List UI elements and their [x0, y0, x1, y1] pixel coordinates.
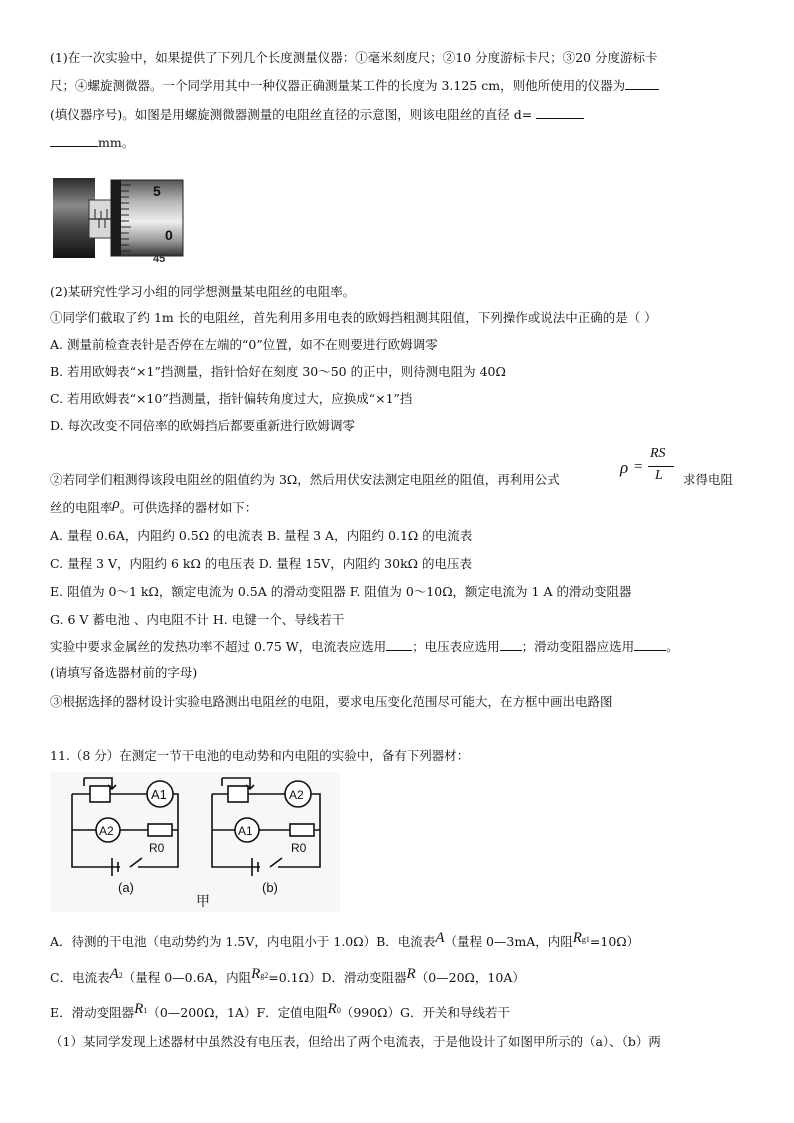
micrometer-tick-label: 45 — [153, 253, 166, 264]
text: （量程 0—3mA，内阻 — [444, 934, 573, 949]
text-line — [50, 134, 134, 151]
figure-caption: 甲 — [196, 894, 210, 910]
equipment-line: E. 阻值为 0～1 kΩ，额定电流为 0.5A 的滑动变阻器 F. 阻值为 0～10Ω，额定电流为 1 A 的滑动变阻器 — [50, 584, 632, 599]
resistor-symbol: R0 — [327, 1001, 341, 1017]
option-a: A. 测量前检查表针是否停在左端的“0”位置，如不在则要进行欧姆调零 — [50, 337, 438, 352]
text: E．滑动变阻器 — [50, 1005, 135, 1020]
text-line: 求得电阻 — [683, 472, 734, 487]
equipment-line: A. 量程 0.6A，内阻约 0.5Ω 的电流表 B. 量程 3 A，内阻约 0.1Ω 的电流表 — [50, 528, 473, 543]
resistance-symbol: Rg2 — [251, 966, 269, 982]
text-line: (1)在一次实验中，如果提供了下列几个长度测量仪器：①毫米刻度尺；②10 分度游标卡尺；③20 分度游标卡 — [50, 50, 658, 65]
answer-blank[interactable] — [634, 638, 666, 651]
circuit-label-a1: A1 — [238, 824, 253, 838]
circuit-label-a2: A2 — [289, 788, 304, 802]
text-line: (2)某研究性学习小组的同学想测量某电阻丝的电阻率。 — [50, 284, 356, 299]
text: 。可供选择的器材如下： — [119, 500, 258, 515]
text: ；滑动变阻器应选用 — [521, 639, 635, 654]
text-line: ①同学们截取了约 1m 长的电阻丝，首先利用多用电表的欧姆挡粗测其阻值，下列操作或说法中正确的是（ ） — [50, 310, 657, 325]
micrometer-tick-label: 5 — [153, 183, 161, 199]
text: （0—200Ω，1A）F．定值电阻 — [147, 1005, 328, 1020]
text: 。 — [666, 639, 679, 654]
answer-blank[interactable] — [500, 638, 522, 651]
circuit-label-a1: A1 — [151, 787, 167, 802]
circuit-diagram — [50, 772, 340, 912]
equipment-line: C. 量程 3 V，内阻约 6 kΩ 的电压表 D. 量程 15V，内阻约 30kΩ 的电压表 — [50, 556, 472, 571]
ammeter-symbol: A — [435, 930, 445, 946]
question-title: 11.（8 分）在测定一节干电池的电动势和内电阻的实验中，备有下列器材： — [50, 748, 470, 763]
rho-symbol: ρ — [112, 496, 120, 512]
answer-blank[interactable] — [625, 77, 659, 90]
text: （0—20Ω，10A） — [415, 970, 525, 985]
text: (填仪器序号)。如图是用螺旋测微器测量的电阻丝直径的示意图，则该电阻丝的直径 d= — [50, 107, 533, 122]
equipment-line — [50, 1001, 511, 1023]
formula-eq: = — [634, 459, 643, 475]
ammeter-symbol: A2 — [109, 966, 123, 982]
circuit-label-r0: R0 — [291, 841, 307, 855]
text: 尺；④螺旋测微器。一个同学用其中一种仪器正确测量某工件的长度为 3.125 cm，则他所使用的仪器为 — [50, 78, 626, 93]
equipment-line: G. 6 V 蓄电池 、内电阻不计 H. 电键一个、导线若干 — [50, 612, 345, 627]
text-line: ③根据选择的器材设计实验电路测出电阻丝的电阻，要求电压变化范围尽可能大，在方框中画出电路图 — [50, 694, 613, 709]
text: ；电压表应选用 — [412, 639, 500, 654]
circuit-caption-b: (b) — [262, 880, 278, 895]
text: （990Ω）G．开关和导线若干 — [340, 1005, 511, 1020]
option-d: D. 每次改变不同倍率的欧姆挡后都要重新进行欧姆调零 — [50, 418, 356, 433]
micrometer-tick-label: 0 — [165, 227, 173, 243]
resistance-symbol: Rg1 — [572, 930, 590, 946]
circuit-caption-a: (a) — [118, 880, 134, 895]
text: =10Ω） — [589, 934, 640, 949]
formula-denominator: L — [655, 468, 663, 483]
text: 实验中要求金属丝的发热功率不超过 0.75 W，电流表应选用 — [50, 639, 387, 654]
text: （量程 0—0.6A，内阻 — [122, 970, 252, 985]
text-line: ②若同学们粗测得该段电阻丝的阻值约为 3Ω，然后用伏安法测定电阻丝的阻值，再利用公式 — [50, 472, 560, 487]
option-c: C. 若用欧姆表“×10”挡测量，指针偏转角度过大，应换成“×1”挡 — [50, 391, 413, 406]
text-line — [50, 106, 584, 123]
text-line: （1）某同学发现上述器材中虽然没有电压表，但给出了两个电流表，于是他设计了如图甲所示的（a）、（b）两 — [50, 1034, 661, 1049]
fraction-bar — [648, 466, 674, 467]
text: A．待测的干电池（电动势约为 1.5V，内电阻小于 1.0Ω）B．电流表 — [50, 934, 436, 949]
answer-blank[interactable] — [386, 638, 412, 651]
text: 丝的电阻率 — [50, 500, 113, 515]
formula-rho: ρ — [620, 458, 629, 477]
text-line — [50, 496, 258, 516]
text-line: (请填写备选器材前的字母) — [50, 665, 198, 680]
text: C．电流表 — [50, 970, 110, 985]
answer-blank[interactable] — [50, 134, 98, 147]
circuit-label-r0: R0 — [149, 841, 165, 855]
text: =0.1Ω）D．滑动变阻器 — [268, 970, 407, 985]
answer-blank[interactable] — [536, 106, 584, 119]
text: mm。 — [98, 135, 135, 150]
text-line — [50, 77, 659, 94]
resistor-symbol: R — [406, 966, 416, 982]
resistivity-formula — [620, 446, 676, 488]
text-line — [50, 638, 679, 655]
circuit-label-a2: A2 — [99, 824, 114, 838]
formula-numerator: RS — [650, 446, 666, 461]
option-b: B. 若用欧姆表“×1”挡测量，指针恰好在刻度 30～50 的正中，则待测电阻为 40Ω — [50, 364, 506, 379]
equipment-line — [50, 966, 525, 988]
resistor-symbol: R1 — [134, 1001, 148, 1017]
micrometer-figure — [53, 170, 185, 264]
equipment-line — [50, 930, 640, 952]
